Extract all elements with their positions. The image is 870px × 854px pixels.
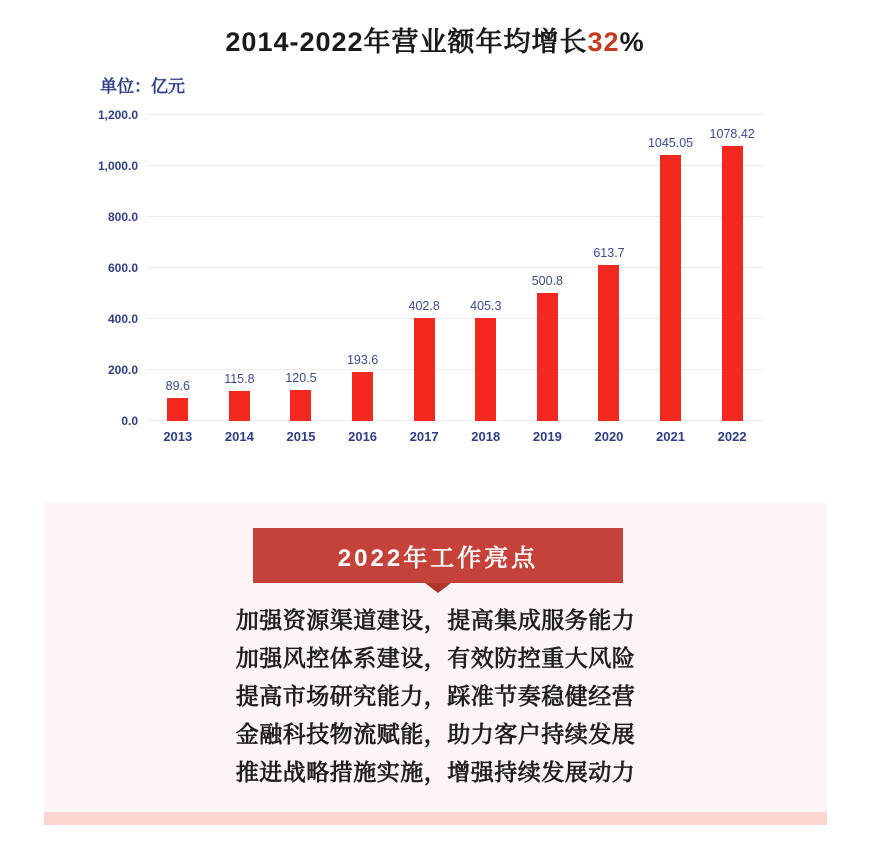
page-title-highlight: 32 [587,27,620,57]
x-axis-label: 2014 [224,429,254,444]
bar [290,390,311,421]
y-axis-tick-label: 400.0 [107,312,138,326]
bar-value-label: 1045.05 [647,135,694,150]
bottom-accent-strip [44,812,827,825]
highlight-line: 加强资源渠道建设，提高集成服务能力 [235,607,636,633]
y-axis-tick-label: 600.0 [107,261,138,275]
bar-value-label: 120.5 [285,371,317,386]
highlight-line: 加强风控体系建设，有效防控重大风险 [235,645,636,671]
bar [475,318,496,421]
bar [660,155,681,421]
bar-column [701,115,763,444]
bar-column [517,115,579,444]
bar-column [209,115,271,444]
highlights-banner-label: 2022年工作亮点 [337,545,539,572]
bar-column [147,115,209,444]
bar-series [147,115,763,444]
y-axis-tick-label: 200.0 [107,363,138,377]
unit-label: 单位：亿元 [100,77,185,96]
bar-value-label: 402.8 [408,299,440,314]
bar-value-label: 613.7 [593,245,625,260]
x-axis-label: 2015 [286,429,316,444]
bar [537,293,558,421]
bar-value-label: 115.8 [224,372,255,387]
bar [414,318,435,421]
bar-value-label: 89.6 [165,379,190,394]
bar-column [332,115,394,444]
highlight-line: 提高市场研究能力，踩准节奏稳健经营 [235,683,636,709]
y-axis-tick-label: 1,200.0 [97,108,138,122]
highlight-line: 金融科技物流赋能，助力客户持续发展 [235,721,636,747]
bar [229,391,250,421]
bar [598,265,619,421]
bar [167,398,188,421]
x-axis-label: 2018 [471,429,501,444]
x-axis-label: 2013 [163,429,193,444]
highlights-banner [253,528,623,583]
page-title-percent: % [619,27,645,57]
bar-column [455,115,517,444]
y-axis-tick-label: 800.0 [107,210,138,224]
x-axis-label: 2019 [532,429,562,444]
x-axis-label: 2016 [348,429,378,444]
bar-value-label: 193.6 [346,352,379,367]
x-axis-label: 2020 [594,429,624,444]
bar-chart [97,108,763,444]
x-axis-label: 2017 [409,429,439,444]
bar-column [393,115,455,444]
bar-value-label: 405.3 [470,298,502,313]
highlights-list [44,601,827,791]
x-axis-label: 2022 [717,429,747,444]
bar [722,146,743,421]
y-axis-tick-label: 1,000.0 [97,159,138,173]
highlight-line: 推进战略措施实施，增强持续发展动力 [235,759,636,785]
bar-column [640,115,702,444]
bar-value-label: 1078.42 [709,127,755,142]
bar-value-label: 500.8 [531,274,563,289]
page-title [0,20,870,59]
bar [352,372,373,421]
bar-column [578,115,640,444]
page-title-text: 2014-2022年营业额年均增长 [225,27,588,57]
highlights-section [44,503,827,812]
x-axis-label: 2021 [656,429,685,444]
y-axis-tick-label: 0.0 [121,414,138,428]
banner-pointer-icon [425,583,451,593]
bar-column [270,115,332,444]
